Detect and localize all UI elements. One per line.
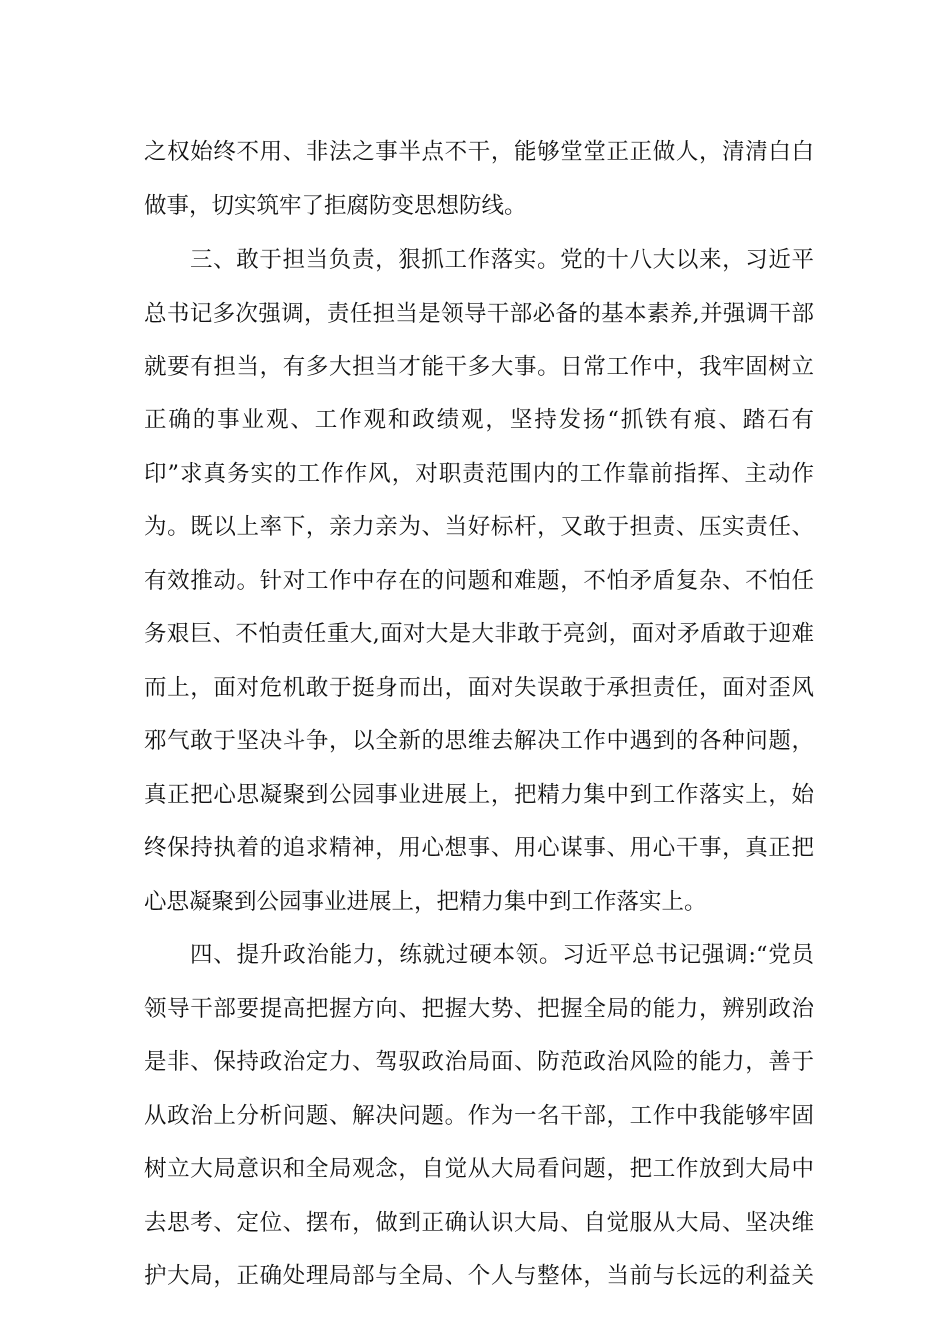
text-line: 就要有担当，有多大担当才能干多大事。日常工作中，我牢固树立 — [144, 354, 814, 380]
text-line: 去思考、定位、摆布，做到正确认识大局、自觉服从大局、坚决维 — [144, 1210, 814, 1236]
text-line: 正确的事业观、工作观和政绩观，坚持发扬“抓铁有痕、踏石有 — [144, 407, 814, 433]
text-line: 邪气敢于坚决斗争，以全新的思维去解决工作中遇到的各种问题， — [144, 728, 814, 754]
text-line: 心思凝聚到公园事业进展上，把精力集中到工作落实上。 — [144, 889, 707, 915]
text-line: 总书记多次强调，责任担当是领导干部必备的基本素养,并强调干部 — [144, 301, 814, 327]
text-line: 终保持执着的追求精神，用心想事、用心谋事、用心干事，真正把 — [144, 835, 814, 861]
text-line: 有效推动。针对工作中存在的问题和难题，不怕矛盾复杂、不怕任 — [144, 568, 814, 594]
text-line: 之权始终不用、非法之事半点不干，能够堂堂正正做人，清清白白 — [144, 139, 814, 165]
text-line: 为。既以上率下，亲力亲为、当好标杆，又敢于担责、压实责任、 — [144, 514, 814, 540]
text-line: 从政治上分析问题、解决问题。作为一名干部，工作中我能够牢固 — [144, 1103, 814, 1129]
text-line: 印”求真务实的工作作风，对职责范围内的工作靠前指挥、主动作 — [144, 461, 814, 487]
paragraph-heading-line: 四、提升政治能力，练就过硬本领。习近平总书记强调:“党员 — [190, 942, 814, 968]
text-line: 护大局，正确处理局部与全局、个人与整体，当前与长远的利益关 — [144, 1263, 814, 1289]
text-line: 务艰巨、不怕责任重大,面对大是大非敢于亮剑，面对矛盾敢于迎难 — [144, 621, 814, 647]
paragraph-heading-line: 三、敢于担当负责，狠抓工作落实。党的十八大以来，习近平 — [190, 247, 814, 273]
text-line: 而上，面对危机敢于挺身而出，面对失误敢于承担责任，面对歪风 — [144, 675, 814, 701]
text-line: 领导干部要提高把握方向、把握大势、把握全局的能力，辨别政治 — [144, 996, 814, 1022]
text-line: 做事，切实筑牢了拒腐防变思想防线。 — [144, 193, 527, 219]
text-line: 树立大局意识和全局观念，自觉从大局看问题，把工作放到大局中 — [144, 1156, 814, 1182]
text-line: 真正把心思凝聚到公园事业进展上，把精力集中到工作落实上，始 — [144, 782, 814, 808]
text-line: 是非、保持政治定力、驾驭政治局面、防范政治风险的能力，善于 — [144, 1049, 814, 1075]
